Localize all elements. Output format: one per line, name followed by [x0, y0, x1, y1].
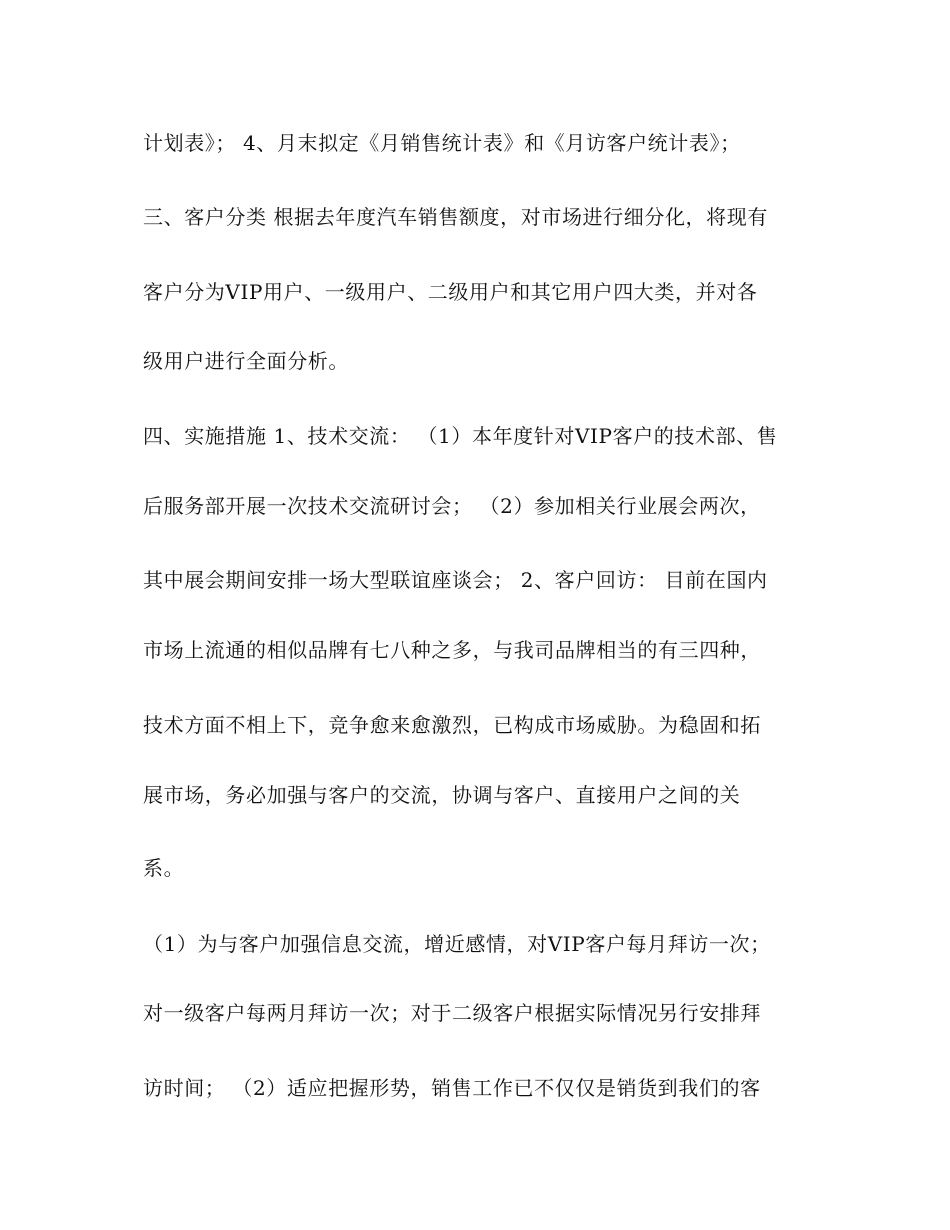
text-line: 对一级客户每两月拜访一次；对于二级客户根据实际情况另行安排拜: [143, 1001, 761, 1025]
text-line: 客户分为VIP用户、一级用户、二级用户和其它用户四大类，并对各: [143, 280, 758, 304]
text-line: 三、客户分类 根据去年度汽车销售额度，对市场进行细分化，将现有: [143, 205, 768, 229]
text-line: 计划表》； 4、月末拟定《月销售统计表》和《月访客户统计表》；: [143, 131, 741, 155]
text-line: 四、实施措施 1、技术交流： （1）本年度针对VIP客户的技术部、售: [143, 424, 778, 448]
text-line: 级用户进行全面分析。: [143, 349, 349, 373]
text-line: 技术方面不相上下，竞争愈来愈激烈，已构成市场威胁。为稳固和拓: [143, 713, 761, 737]
text-line: （1）为与客户加强信息交流，增近感情，对VIP客户每月拜访一次；: [143, 932, 771, 956]
text-line: 后服务部开展一次技术交流研讨会； （2）参加相关行业展会两次，: [143, 494, 761, 518]
text-line: 系。: [143, 856, 185, 880]
text-line: 市场上流通的相似品牌有七八种之多，与我司品牌相当的有三四种，: [143, 638, 761, 662]
text-line: 其中展会期间安排一场大型联谊座谈会； 2、客户回访： 目前在国内: [143, 568, 768, 592]
text-line: 访时间； （2）适应把握形势，销售工作已不仅仅是销货到我们的客: [143, 1076, 761, 1100]
text-line: 展市场，务必加强与客户的交流，协调与客户、直接用户之间的关: [143, 783, 741, 807]
